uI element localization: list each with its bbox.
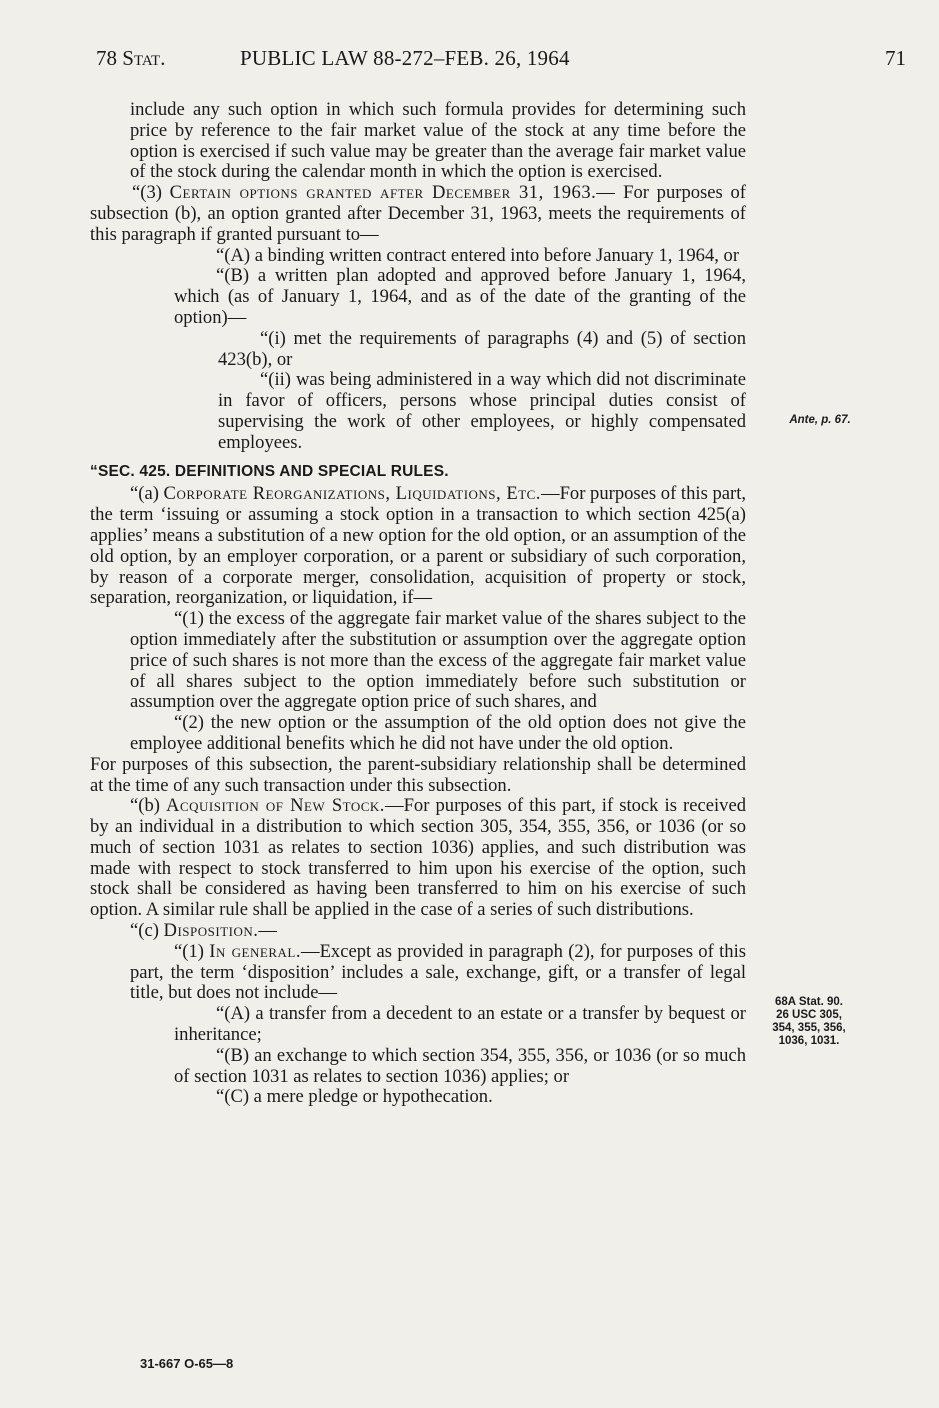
margin-note-statute-line-1: 68A Stat. 90.	[775, 996, 843, 1008]
subsection-a	[90, 484, 746, 609]
paragraph-3-label: “(3)	[132, 182, 170, 204]
subparagraph-a: “(A) a binding written contract entered into before January 1, 1964, or	[216, 244, 740, 266]
subsection-b-text: —For purposes of this part, if stock is received by an individual in a distribution to which section 305, 354, 355, 356, or 1036 (or so much of section 1031 as relates to section 1036) applies, and such distribution was made with respect to stock transferred to him upon his exercise of the option, such stock shall be considered as having been transferred to him on his exercise of such option. A similar rule shall be applied in the case of a series of such distributions.	[90, 795, 746, 921]
subsection-c-paragraph-1-text: —Except as provided in paragraph (2), for purposes of this part, the term ‘disposition’ includes a sale, exchange, gift, or a transfer of legal title, but does not include—	[130, 940, 746, 1004]
main-text	[90, 100, 746, 1108]
paragraph-3	[90, 183, 746, 245]
paragraph-continuation: include any such option in which such formula provides for determining such price by reference to the fair market value of the stock at any time before the option is exercised if such value may be greater than the average fair market value of the stock during the calendar month in which the option is exercised.	[130, 99, 746, 183]
subsection-c-subparagraph-a: “(A) a transfer from a decedent to an estate or a transfer by bequest or inheritance;	[174, 1003, 746, 1046]
margin-note-statute	[754, 996, 864, 1048]
subsection-c-subparagraph-b: “(B) an exchange to which section 354, 355, 356, or 1036 (or so much of section 1031 as relates to section 1036) applies; or	[174, 1044, 746, 1087]
law-title: PUBLIC LAW 88-272–FEB. 26, 1964	[240, 46, 570, 70]
margin-note-ante: Ante, p. 67.	[789, 414, 851, 426]
subparagraph-b: “(B) a written plan adopted and approved before January 1, 1964, which (as of January 1, 1964, and as of the date of the granting of the option)—	[174, 265, 746, 328]
page-header	[96, 46, 906, 78]
margin-note-statute-line-2: 26 USC 305,	[776, 1009, 842, 1021]
subsection-a-text: —For purposes of this part, the term ‘issuing or assuming a stock option in a transaction to which section 425(a) applies’ means a substitution of a new option for the old option, or an assumption of the old option, by an employer corporation, or a parent or subsidiary of such corporation, by reason of a corporate merger, consolidation, acquisition of property or stock, separation, reorganization, or liquidation, if—	[90, 483, 747, 609]
paragraph-3-heading: Certain options granted after December 31, 1963.—	[169, 182, 616, 204]
clause-ii: “(ii) was being administered in a way which did not discriminate in favor of officers, persons whose principal duties consist of supervising the work of other employees, or highly compensated employees.	[218, 369, 746, 453]
subsection-a-paragraph-2: “(2) the new option or the assumption of the old option does not give the employee additional benefits which he did not have under the old option.	[130, 712, 746, 754]
subsection-c-label: “(c)	[130, 920, 164, 942]
section-heading: “SEC. 425. DEFINITIONS AND SPECIAL RULES.	[90, 462, 449, 480]
page-number: 71	[885, 46, 906, 70]
subsection-c-paragraph-1-label: “(1)	[174, 940, 210, 962]
subsection-c-paragraph-1-heading: In general.	[209, 940, 301, 962]
subsection-b-heading: Acquisition of New Stock.	[166, 795, 385, 817]
subsection-a-paragraph-1: “(1) the excess of the aggregate fair market value of the shares subject to the option immediately after the substitution or assumption over the aggregate option price of such shares is not more than the excess of the aggregate fair market value of all shares subject to the option immediately before such substitution or assumption over the aggregate option price of such shares, and	[130, 608, 746, 713]
printing-code: 31-667 O-65—8	[140, 1356, 234, 1371]
volume-reference: 78 Stat.	[96, 46, 166, 70]
subsection-c-subparagraph-c: “(C) a mere pledge or hypothecation.	[216, 1086, 493, 1108]
paragraph-3-text: For purposes of subsection (b), an option granted after December 31, 1963, meets the requirements of this paragraph if granted pursuant to—	[90, 182, 746, 245]
subsection-b	[90, 796, 746, 921]
margin-note-statute-line-4: 1036, 1031.	[778, 1035, 840, 1047]
clause-i: “(i) met the requirements of paragraphs (4) and (5) of section 423(b), or	[218, 327, 746, 370]
subsection-c-heading: Disposition.	[163, 920, 259, 942]
subsection-a-label: “(a)	[130, 483, 164, 505]
subsection-c-dash: —	[258, 920, 277, 942]
subsection-a-closing: For purposes of this subsection, the parent-subsidiary relationship shall be determined at the time of any such transaction under this subsection.	[90, 753, 746, 796]
subsection-c	[90, 921, 746, 942]
subsection-a-heading: Corporate Reorganizations, Liquidations, Etc.	[163, 483, 541, 505]
subsection-b-label: “(b)	[130, 795, 167, 817]
margin-note-statute-line-3: 354, 355, 356,	[772, 1022, 846, 1034]
subsection-c-paragraph-1	[90, 942, 746, 1004]
